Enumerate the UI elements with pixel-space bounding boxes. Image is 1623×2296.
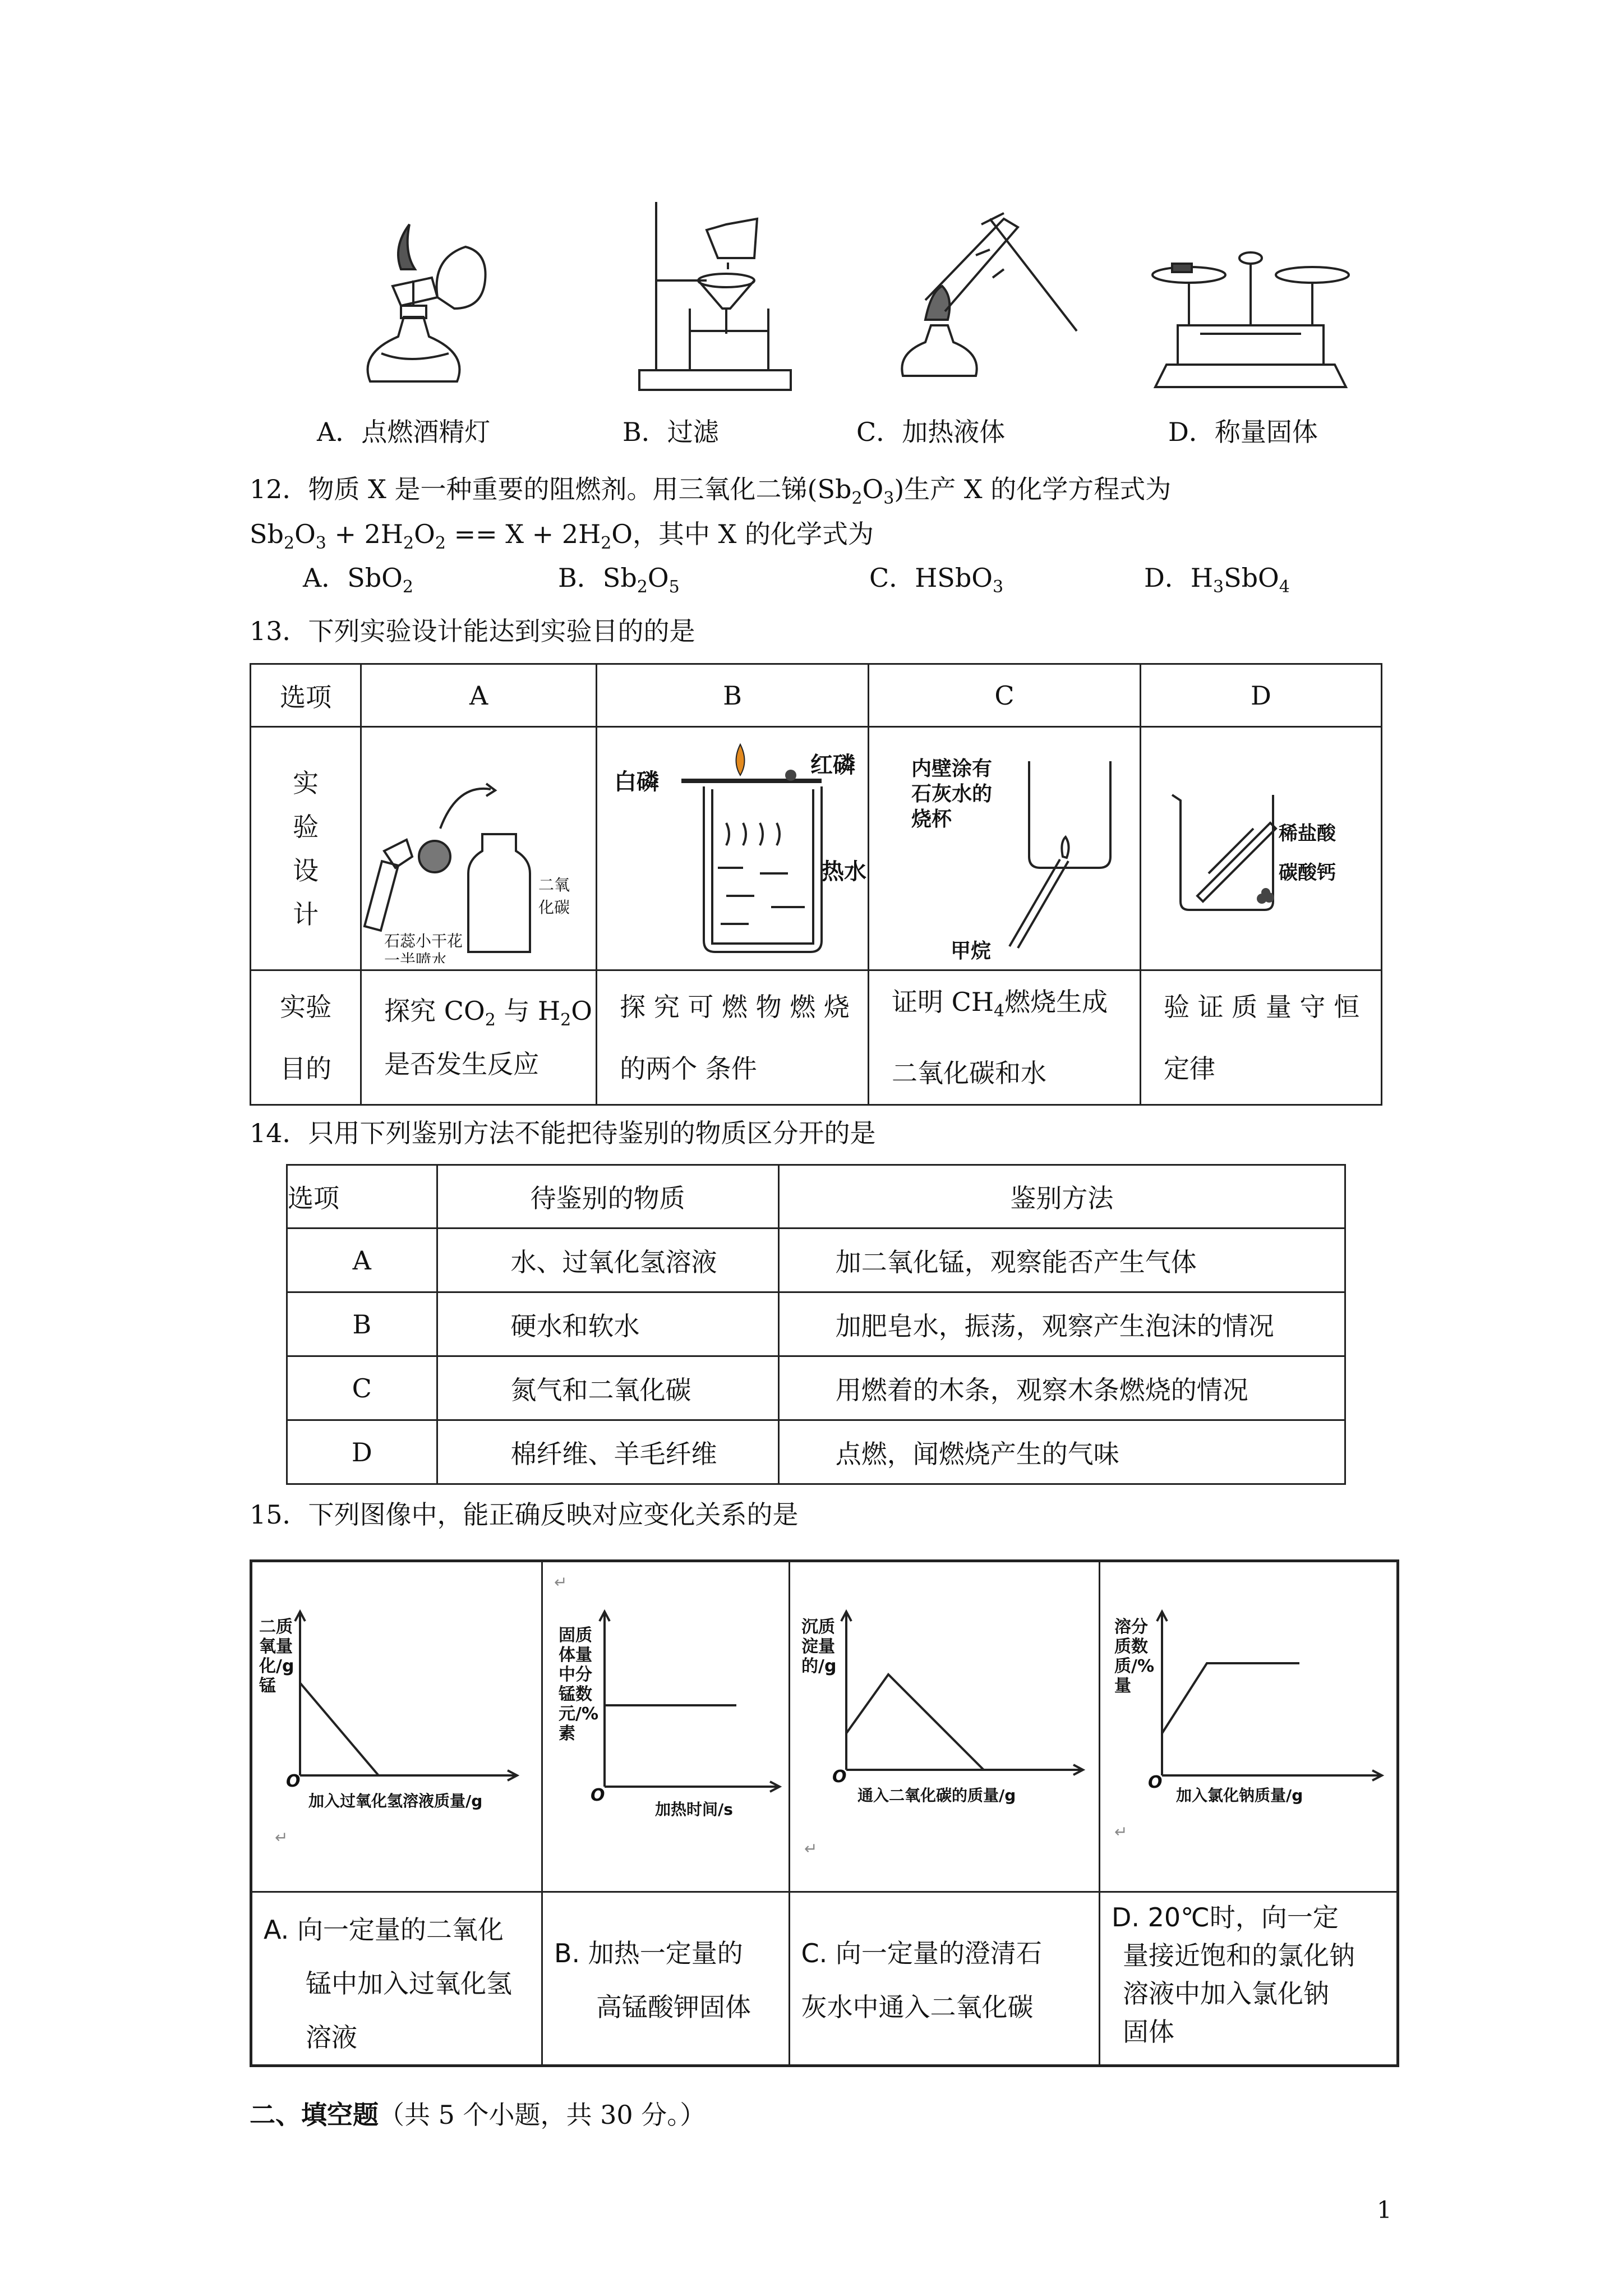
- graph-a: [252, 1562, 541, 1885]
- q15-caption-b: B. 加热一定量的 高锰酸钾固体: [542, 1892, 790, 2066]
- fig-c-label-2: 石灰水的: [911, 783, 993, 806]
- q14-stem: 14．只用下列鉴别方法不能把待鉴别的物质区分开的是: [250, 1118, 876, 1148]
- fig-c-label-3: 烧杯: [911, 808, 952, 831]
- q13-row-purpose-label: 实验 目的: [251, 970, 361, 1105]
- graph-d: [1100, 1562, 1396, 1885]
- q12-stem-line1: 12．物质 X 是一种重要的阻燃剂。用三氧化二锑$(Sb_2O_3)$生产 X 的化学方程式为: [250, 474, 1172, 508]
- graph-b-ylabel-1: 固质: [559, 1626, 592, 1645]
- graph-a-origin: O: [286, 1772, 301, 1791]
- page-number: 1: [1377, 2196, 1392, 2224]
- return-mark: ↵: [1114, 1823, 1128, 1841]
- graph-a-xlabel: 加入过氧化氢溶液质量/g: [308, 1792, 483, 1810]
- fig-b-red-phosphorus: 红磷: [810, 752, 856, 778]
- return-mark: ↵: [804, 1839, 817, 1858]
- graph-d-xlabel: 加入氯化钠质量/g: [1176, 1786, 1303, 1805]
- graph-a-ylabel-3: 化/g: [259, 1657, 294, 1676]
- q13-figure-d-cell: [1141, 727, 1382, 970]
- balance-figure: [1144, 241, 1357, 398]
- graph-d-ylabel-1: 溶分: [1114, 1617, 1148, 1637]
- q14-row-b-substances: 硬水和软水: [437, 1292, 778, 1356]
- q14-row-d-option: D: [287, 1420, 437, 1484]
- q13-header-option: 选项: [251, 664, 361, 727]
- q15-caption-a: A. 向一定量的二氧化 锰中加入过氧化氢 溶液: [251, 1892, 542, 2066]
- q15-graph-d-cell: [1100, 1561, 1398, 1892]
- q15-graph-b-cell: [542, 1561, 790, 1892]
- q13-header-d: D: [1141, 664, 1382, 727]
- graph-b-ylabel-3: 中分: [559, 1665, 592, 1685]
- co2-flower-figure: [362, 728, 594, 963]
- section-2-heading: 二、填空题（共 5 个小题，共 30 分。）: [250, 2100, 706, 2130]
- q14-row-b-option: B: [287, 1292, 437, 1356]
- graph-c-origin: O: [832, 1767, 847, 1787]
- q12-option-d: D．$H_3SbO_4$: [1144, 563, 1290, 597]
- q13-row-design-label: 实 验 设 计: [251, 727, 361, 970]
- graph-b-ylabel-2: 体量: [559, 1645, 592, 1665]
- graph-d-ylabel-2: 质数: [1114, 1637, 1148, 1657]
- q14-row-d-method: 点燃，闻燃烧产生的气味: [778, 1420, 1345, 1484]
- q11-option-a: A．点燃酒精灯: [317, 417, 491, 447]
- graph-b-ylabel-5: 元/%: [559, 1704, 599, 1724]
- fig-d-solid: 碳酸钙: [1279, 862, 1336, 884]
- graph-a-ylabel-1: 二质: [259, 1617, 293, 1637]
- graph-d-ylabel-3: 质/%: [1114, 1657, 1155, 1676]
- mass-conservation-figure: [1141, 728, 1380, 963]
- q14-header-option: 选项: [287, 1165, 437, 1228]
- q12-option-b: B．$Sb_2O_5$: [558, 563, 680, 597]
- q12-equation: $Sb_2O_3 + 2H_2O_2 == X + 2H_2O$，其中 X 的化学式为: [250, 519, 874, 553]
- q13-purpose-d: 验 证 质 量 守 恒 定律: [1141, 970, 1382, 1105]
- q13-purpose-b: 探 究 可 燃 物 燃 烧 的两个 条件: [597, 970, 869, 1105]
- methane-figure: [869, 728, 1138, 963]
- fig-a-flower-label-1: 石蕊小干花: [384, 932, 463, 950]
- fig-c-methane: 甲烷: [951, 940, 992, 963]
- q15-caption-d: D. 20℃时，向一定 量接近饱和的氯化钠 溶液中加入氯化钠 固体: [1100, 1892, 1398, 2066]
- graph-c-ylabel-3: 的/g: [801, 1657, 836, 1676]
- q14-row-c-option: C: [287, 1356, 437, 1420]
- q13-figure-a-cell: [361, 727, 597, 970]
- q14-row-c-substances: 氮气和二氧化碳: [437, 1356, 778, 1420]
- fig-d-acid: 稀盐酸: [1279, 822, 1336, 845]
- graph-c-xlabel: 通入二氧化碳的质量/g: [857, 1786, 1016, 1805]
- heating-liquid-figure: [892, 202, 1094, 398]
- graph-b-origin: O: [591, 1786, 605, 1805]
- q13-figure-b-cell: [597, 727, 869, 970]
- q14-row-a-substances: 水、过氧化氢溶液: [437, 1228, 778, 1292]
- graph-b: [543, 1562, 787, 1885]
- phosphorus-figure: [597, 728, 866, 963]
- graph-c-ylabel-2: 淀量: [801, 1637, 835, 1657]
- q14-row-b-method: 加肥皂水，振荡，观察产生泡沫的情况: [778, 1292, 1345, 1356]
- q14-row-c-method: 用燃着的木条，观察木条燃烧的情况: [778, 1356, 1345, 1420]
- fig-c-label-1: 内壁涂有: [911, 757, 993, 780]
- q14-header-method: 鉴别方法: [778, 1165, 1345, 1228]
- graph-a-ylabel-2: 氧量: [259, 1637, 293, 1657]
- return-mark: ↵: [554, 1573, 568, 1591]
- filtration-figure: [628, 196, 808, 398]
- alcohol-lamp-figure: [348, 213, 516, 398]
- q14-row-d-substances: 棉纤维、羊毛纤维: [437, 1420, 778, 1484]
- return-mark: ↵: [275, 1828, 288, 1847]
- q15-stem: 15．下列图像中，能正确反映对应变化关系的是: [250, 1499, 799, 1530]
- q13-table: [250, 663, 1382, 1106]
- graph-c: [790, 1562, 1098, 1885]
- q13-header-c: C: [869, 664, 1141, 727]
- fig-a-gas-label-1: 二氧: [538, 876, 570, 894]
- graph-b-ylabel-6: 素: [559, 1724, 575, 1743]
- q11-option-b: B．过滤: [623, 417, 719, 447]
- q13-purpose-a: 探究 $CO_2$ 与 $H_2O$ 是否发生反应: [361, 970, 597, 1105]
- q13-stem: 13．下列实验设计能达到实验目的的是: [250, 616, 695, 646]
- graph-b-xlabel: 加热时间/s: [655, 1800, 733, 1819]
- q11-option-c: C．加热液体: [856, 417, 1006, 447]
- fig-b-white-phosphorus: 白磷: [614, 769, 660, 795]
- q13-header-a: A: [361, 664, 597, 727]
- q12-option-a: A．SbO$_2$: [303, 563, 413, 597]
- fig-b-hot-water: 热水: [822, 859, 867, 885]
- q14-header-substances: 待鉴别的物质: [437, 1165, 778, 1228]
- q14-row-a-method: 加二氧化锰，观察能否产生气体: [778, 1228, 1345, 1292]
- graph-d-ylabel-4: 量: [1114, 1676, 1131, 1696]
- q15-graph-c-cell: [789, 1561, 1100, 1892]
- graph-c-ylabel-1: 沉质: [801, 1617, 835, 1637]
- q14-row-a-option: A: [287, 1228, 437, 1292]
- q12-option-c: C．HSbO$_3$: [869, 563, 1004, 597]
- fig-a-gas-label-2: 化碳: [538, 898, 570, 917]
- q13-figure-c-cell: [869, 727, 1141, 970]
- q15-caption-c: C. 向一定量的澄清石 灰水中通入二氧化碳: [789, 1892, 1100, 2066]
- q13-header-b: B: [597, 664, 869, 727]
- graph-d-origin: O: [1148, 1773, 1163, 1792]
- q15-table: [250, 1559, 1399, 2067]
- q15-graph-a-cell: [251, 1561, 542, 1892]
- q13-purpose-c: 证明 $CH_4$燃烧生成 二氧化碳和水: [869, 970, 1141, 1105]
- q11-option-d: D．称量固体: [1168, 417, 1318, 447]
- fig-a-flower-label-2: 一半喷水: [384, 951, 448, 963]
- q14-table: [286, 1164, 1346, 1485]
- graph-a-ylabel-4: 锰: [259, 1676, 276, 1696]
- graph-b-ylabel-4: 锰数: [559, 1685, 592, 1704]
